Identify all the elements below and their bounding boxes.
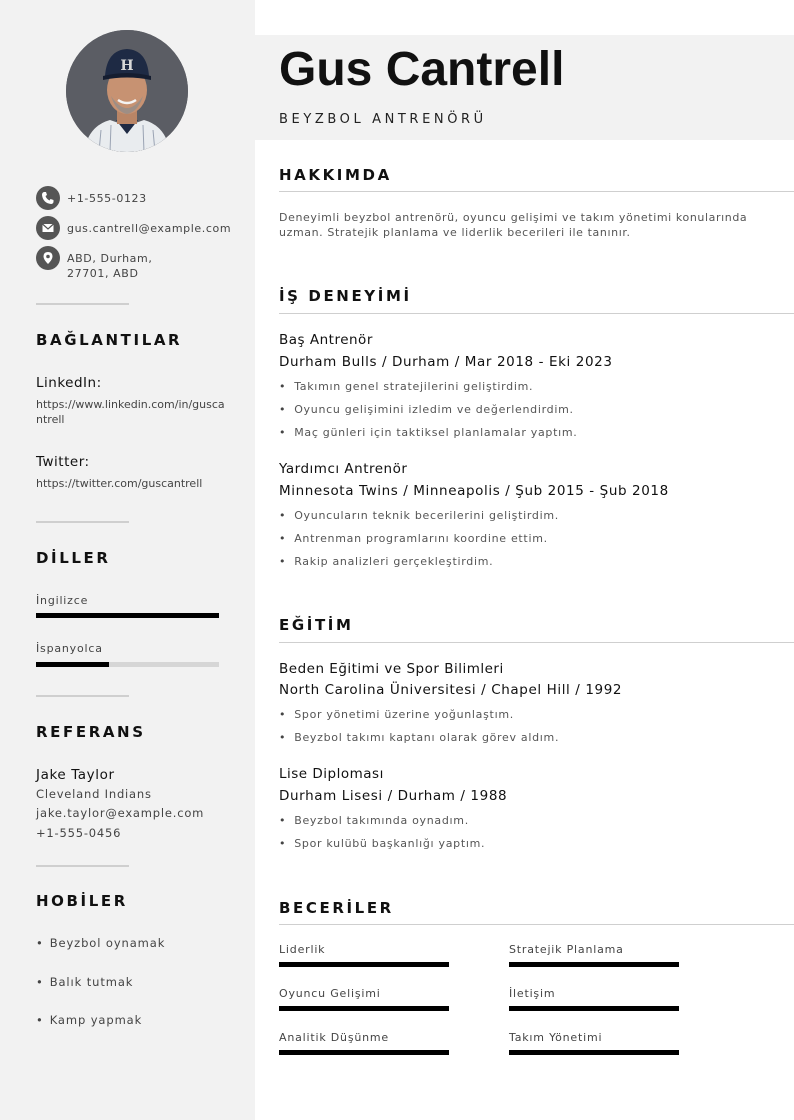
- education-bullet: • Beyzbol takımında oynadım.: [279, 814, 469, 827]
- divider: [36, 865, 129, 867]
- language-level-bar: [36, 613, 219, 618]
- education-title: Beden Eğitimi ve Spor Bilimleri: [279, 661, 504, 677]
- about-text: Deneyimli beyzbol antrenörü, oyuncu gelişimi ve takım yönetimi konularında uzman. Stratejik planlama ve liderlik becerileri ile tanınır.: [279, 211, 748, 239]
- job-bullet: • Maç günleri için taktiksel planlamalar yaptım.: [279, 426, 577, 439]
- skill-level-bar: [279, 962, 449, 967]
- education-bullet: • Spor kulübü başkanlığı yaptım.: [279, 837, 485, 850]
- hobby-item: • Beyzbol oynamak: [36, 936, 165, 950]
- experience-heading: İŞ DENEYİMİ: [279, 287, 412, 305]
- education-bullet: • Spor yönetimi üzerine yoğunlaştım.: [279, 708, 514, 721]
- linkedin-url[interactable]: https://www.linkedin.com/in/guscantrell: [36, 398, 225, 426]
- job-bullet: • Oyuncuların teknik becerilerini geliştirdim.: [279, 509, 559, 522]
- education-subtitle: North Carolina Üniversitesi / Chapel Hill / 1992: [279, 682, 623, 698]
- reference-heading: REFERANS: [36, 723, 146, 741]
- hobby-item: • Balık tutmak: [36, 975, 133, 989]
- education-heading: EĞİTİM: [279, 616, 354, 634]
- divider: [36, 303, 129, 305]
- job-bullet: • Rakip analizleri gerçekleştirdim.: [279, 555, 493, 568]
- envelope-icon: [36, 216, 60, 240]
- education-subtitle: Durham Lisesi / Durham / 1988: [279, 788, 508, 804]
- links-heading: BAĞLANTILAR: [36, 331, 183, 349]
- skill-level-bar: [279, 1050, 449, 1055]
- contact-phone: [36, 186, 217, 210]
- location-pin-icon: [36, 246, 60, 270]
- skill-level-fill: [509, 1050, 679, 1055]
- skill-name: Takım Yönetimi: [509, 1031, 603, 1044]
- skill-level-fill: [509, 1006, 679, 1011]
- job-bullet: • Oyuncu gelişimini izledim ve değerlendirdim.: [279, 403, 574, 416]
- skill-level-fill: [509, 962, 679, 967]
- language-level-bar: [36, 662, 219, 667]
- job-bullet: • Takımın genel stratejilerini geliştirdim.: [279, 380, 533, 393]
- linkedin-label: LinkedIn:: [36, 375, 102, 391]
- skills-heading: BECERİLER: [279, 899, 394, 917]
- reference-phone: +1-555-0456: [36, 826, 122, 840]
- contact-address: [36, 246, 197, 281]
- language-level-fill: [36, 662, 109, 667]
- skill-name: İletişim: [509, 987, 556, 1000]
- job-title: Yardımcı Antrenör: [279, 461, 408, 477]
- divider: [279, 313, 794, 314]
- phone-text: +1-555-0123: [67, 192, 147, 205]
- skill-level-fill: [279, 1006, 449, 1011]
- divider: [36, 695, 129, 697]
- job-bullet: • Antrenman programlarını koordine ettim.: [279, 532, 548, 545]
- skill-level-bar: [509, 1050, 679, 1055]
- svg-text:H: H: [120, 58, 134, 74]
- divider: [279, 924, 794, 925]
- twitter-url[interactable]: https://twitter.com/guscantrell: [36, 477, 203, 490]
- hobby-item: • Kamp yapmak: [36, 1013, 142, 1027]
- skill-level-bar: [279, 1006, 449, 1011]
- skill-level-bar: [509, 962, 679, 967]
- education-title: Lise Diploması: [279, 766, 384, 782]
- address-text: ABD, Durham, 27701, ABD: [67, 252, 153, 280]
- reference-name: Jake Taylor: [36, 767, 115, 783]
- language-name: İspanyolca: [36, 642, 103, 655]
- job-title: Baş Antrenör: [279, 332, 373, 348]
- languages-heading: DİLLER: [36, 549, 111, 567]
- reference-company: Cleveland Indians: [36, 787, 152, 801]
- language-level-fill: [36, 613, 219, 618]
- job-subtitle: Minnesota Twins / Minneapolis / Şub 2015 - Şub 2018: [279, 483, 669, 499]
- divider: [36, 521, 129, 523]
- skill-name: Analitik Düşünme: [279, 1031, 389, 1044]
- skill-level-fill: [279, 962, 449, 967]
- candidate-name: Gus Cantrell: [279, 43, 565, 96]
- email-text: gus.cantrell@example.com: [67, 222, 232, 235]
- job-subtitle: Durham Bulls / Durham / Mar 2018 - Eki 2023: [279, 354, 613, 370]
- education-bullet: • Beyzbol takımı kaptanı olarak görev aldım.: [279, 731, 559, 744]
- divider: [279, 191, 794, 192]
- reference-email: jake.taylor@example.com: [36, 806, 205, 820]
- profile-photo: [66, 30, 188, 152]
- skill-level-fill: [279, 1050, 449, 1055]
- language-name: İngilizce: [36, 594, 89, 607]
- skill-level-bar: [509, 1006, 679, 1011]
- skill-name: Liderlik: [279, 943, 326, 956]
- skill-name: Oyuncu Gelişimi: [279, 987, 381, 1000]
- candidate-role: BEYZBOL ANTRENÖRÜ: [279, 112, 487, 127]
- skill-name: Stratejik Planlama: [509, 943, 624, 956]
- phone-icon: [36, 186, 60, 210]
- twitter-label: Twitter:: [36, 454, 90, 470]
- contact-email: [36, 216, 232, 240]
- about-heading: HAKKIMDA: [279, 166, 392, 184]
- hobbies-heading: HOBİLER: [36, 892, 128, 910]
- divider: [279, 642, 794, 643]
